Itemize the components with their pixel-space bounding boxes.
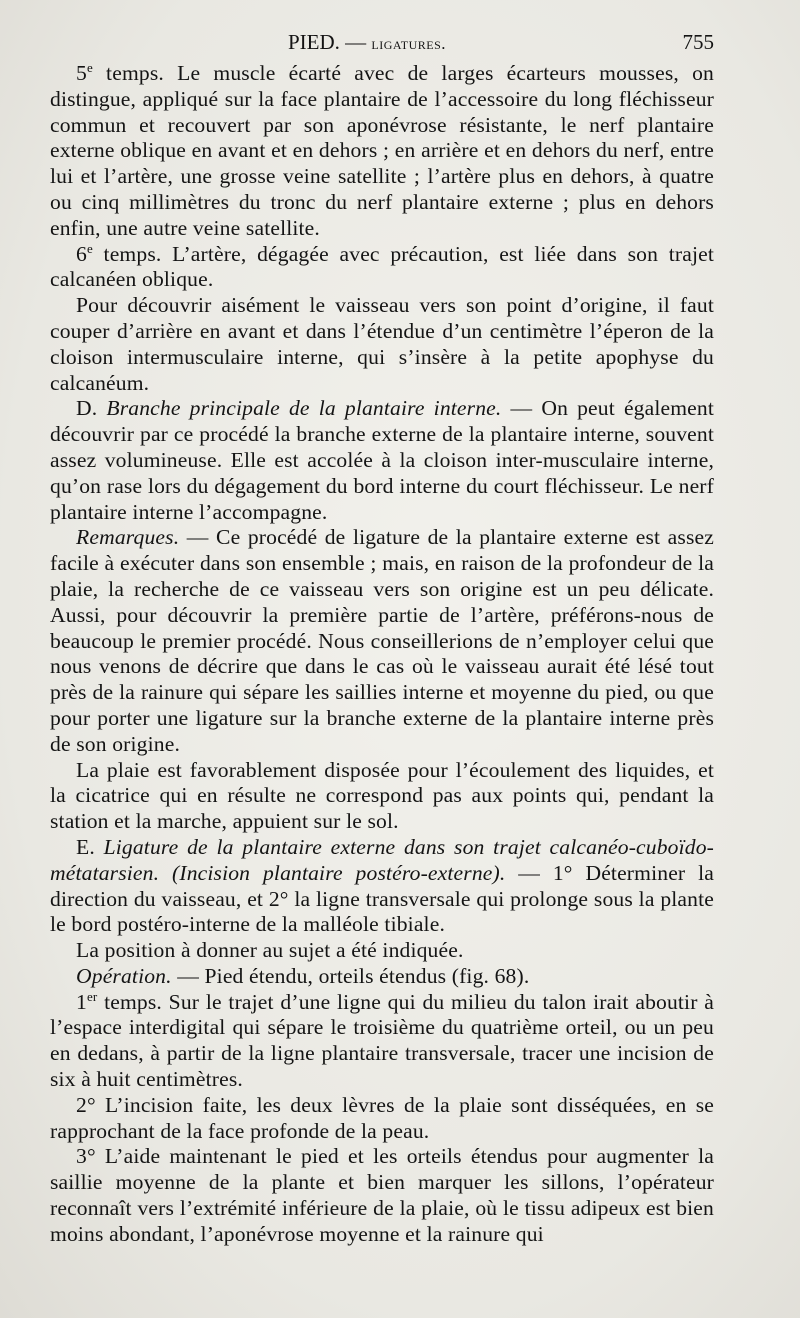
text-span: La plaie est favorablement disposée pour l’écoulement des liquides, et la cicatrice qui en résulte ne correspond pas aux points qui, pendant la station et la marche, appuient sur le sol. xyxy=(50,757,714,834)
text-span: temps. L’artère, dégagée avec précaution, est liée dans son trajet calcanéen oblique. xyxy=(50,241,714,292)
text-span: — On peut également découvrir par ce procédé la branche externe de la plantaire interne, souvent assez volumineuse. Elle est accolée à la cloison inter-musculaire interne, qu’on rase lors du dégagement du bord interne du court fléchisseur. Le nerf plantaire interne l’accompagne. xyxy=(50,396,715,524)
text-span: Pour découvrir aisément le vaisseau vers son point d’origine, il faut couper d’arrière en avant et dans l’étendue d’un centimètre l’éperon de la cloison intermusculaire interne, qui s’insère à la petite apophyse du calcanéum. xyxy=(50,293,714,395)
text-span: 2° L’incision faite, les deux lèvres de la plaie sont disséquées, en se rapprochant de la face profonde de la peau. xyxy=(50,1092,714,1143)
text-span: 5 xyxy=(76,61,87,85)
superscript: e xyxy=(86,60,93,75)
text-span: 1 xyxy=(76,989,87,1014)
paragraph xyxy=(50,293,714,396)
paragraph xyxy=(50,61,714,242)
running-subtitle: ligatures. xyxy=(371,34,447,53)
body-text xyxy=(50,61,714,1248)
text-span: D. xyxy=(76,396,107,421)
superscript: er xyxy=(86,988,98,1004)
paragraph xyxy=(50,964,714,990)
italic-text: Opération. xyxy=(76,963,172,988)
text-span: temps. Sur le trajet d’une ligne qui du milieu du talon irait aboutir à l’espace interdigital qui sépare le troisième du quatrième orteil, ou un peu en dedans, à partir de la ligne plantaire transversale, tracer une incision de six à huit centimètres. xyxy=(50,989,714,1092)
running-header xyxy=(50,30,714,55)
running-title: PIED. — ligatures. xyxy=(288,30,447,54)
text-span: temps. Le muscle écarté avec de larges écarteurs mousses, on distingue, appliqué sur la face plantaire de l’accessoire du long fléchisseur commun et recouvert par son aponévrose résistante, le nerf plantaire externe oblique en avant et en dehors ; en arrière et en dehors du nerf, entre lui et l’artère, une grosse veine satellite ; l’artère plus en dehors, à quatre ou cinq millimètres du tronc du nerf plantaire externe ; plus en dehors enfin, une autre veine satellite. xyxy=(50,61,714,240)
paragraph xyxy=(50,1144,714,1247)
paragraph xyxy=(50,242,714,294)
paragraph xyxy=(50,990,714,1093)
paragraph xyxy=(50,758,714,835)
paragraph xyxy=(50,1093,714,1145)
italic-text: Ligature de la plantaire externe dans son trajet calcanéo-cuboïdo-métatarsien. (Incision plantaire postéro-externe). xyxy=(50,834,714,885)
paragraph xyxy=(50,525,714,757)
paragraph xyxy=(50,938,714,964)
text-span: — 1° Déterminer la direction du vaisseau, et 2° la ligne transversale qui prolonge sous la plante le bord postéro-interne de la malléole tibiale. xyxy=(50,860,715,937)
text-span: 6 xyxy=(76,241,87,266)
text-span: E. xyxy=(76,834,104,859)
paragraph xyxy=(50,396,714,525)
superscript: e xyxy=(86,240,93,256)
paragraph xyxy=(50,835,714,938)
italic-text: Branche principale de la plantaire interne. xyxy=(106,396,502,421)
text-span: — Ce procédé de ligature de la plantaire externe est assez facile à exécuter dans son ensemble ; mais, en raison de la profondeur de la plaie, la recherche de ce vaisseau vers son origine est un peu délicate. Aussi, pour découvrir la première partie de l’artère, préférons-nous de beaucoup le premier procédé. Nous conseillerions de n’employer celui que nous venons de décrire que dans le cas où le vaisseau aurait été lésé tout près de la rainure qui sépare les saillies interne et moyenne du pied, ou que pour porter une ligature sur la branche externe de la plantaire interne près de son origine. xyxy=(50,525,714,756)
text-span: La position à donner au sujet a été indiquée. xyxy=(76,938,464,963)
text-span: — Pied étendu, orteils étendus (fig. 68). xyxy=(171,963,530,988)
page-number: 755 xyxy=(682,30,714,54)
text-span: 3° L’aide maintenant le pied et les orteils étendus pour augmenter la saillie moyenne de la plante et bien marquer les sillons, l’opérateur reconnaît vers l’extrémité inférieure de la plaie, où le tissu adipeux est bien moins abondant, l’aponévrose moyenne et la rainure qui xyxy=(50,1144,714,1246)
italic-text: Remarques. xyxy=(76,525,180,550)
